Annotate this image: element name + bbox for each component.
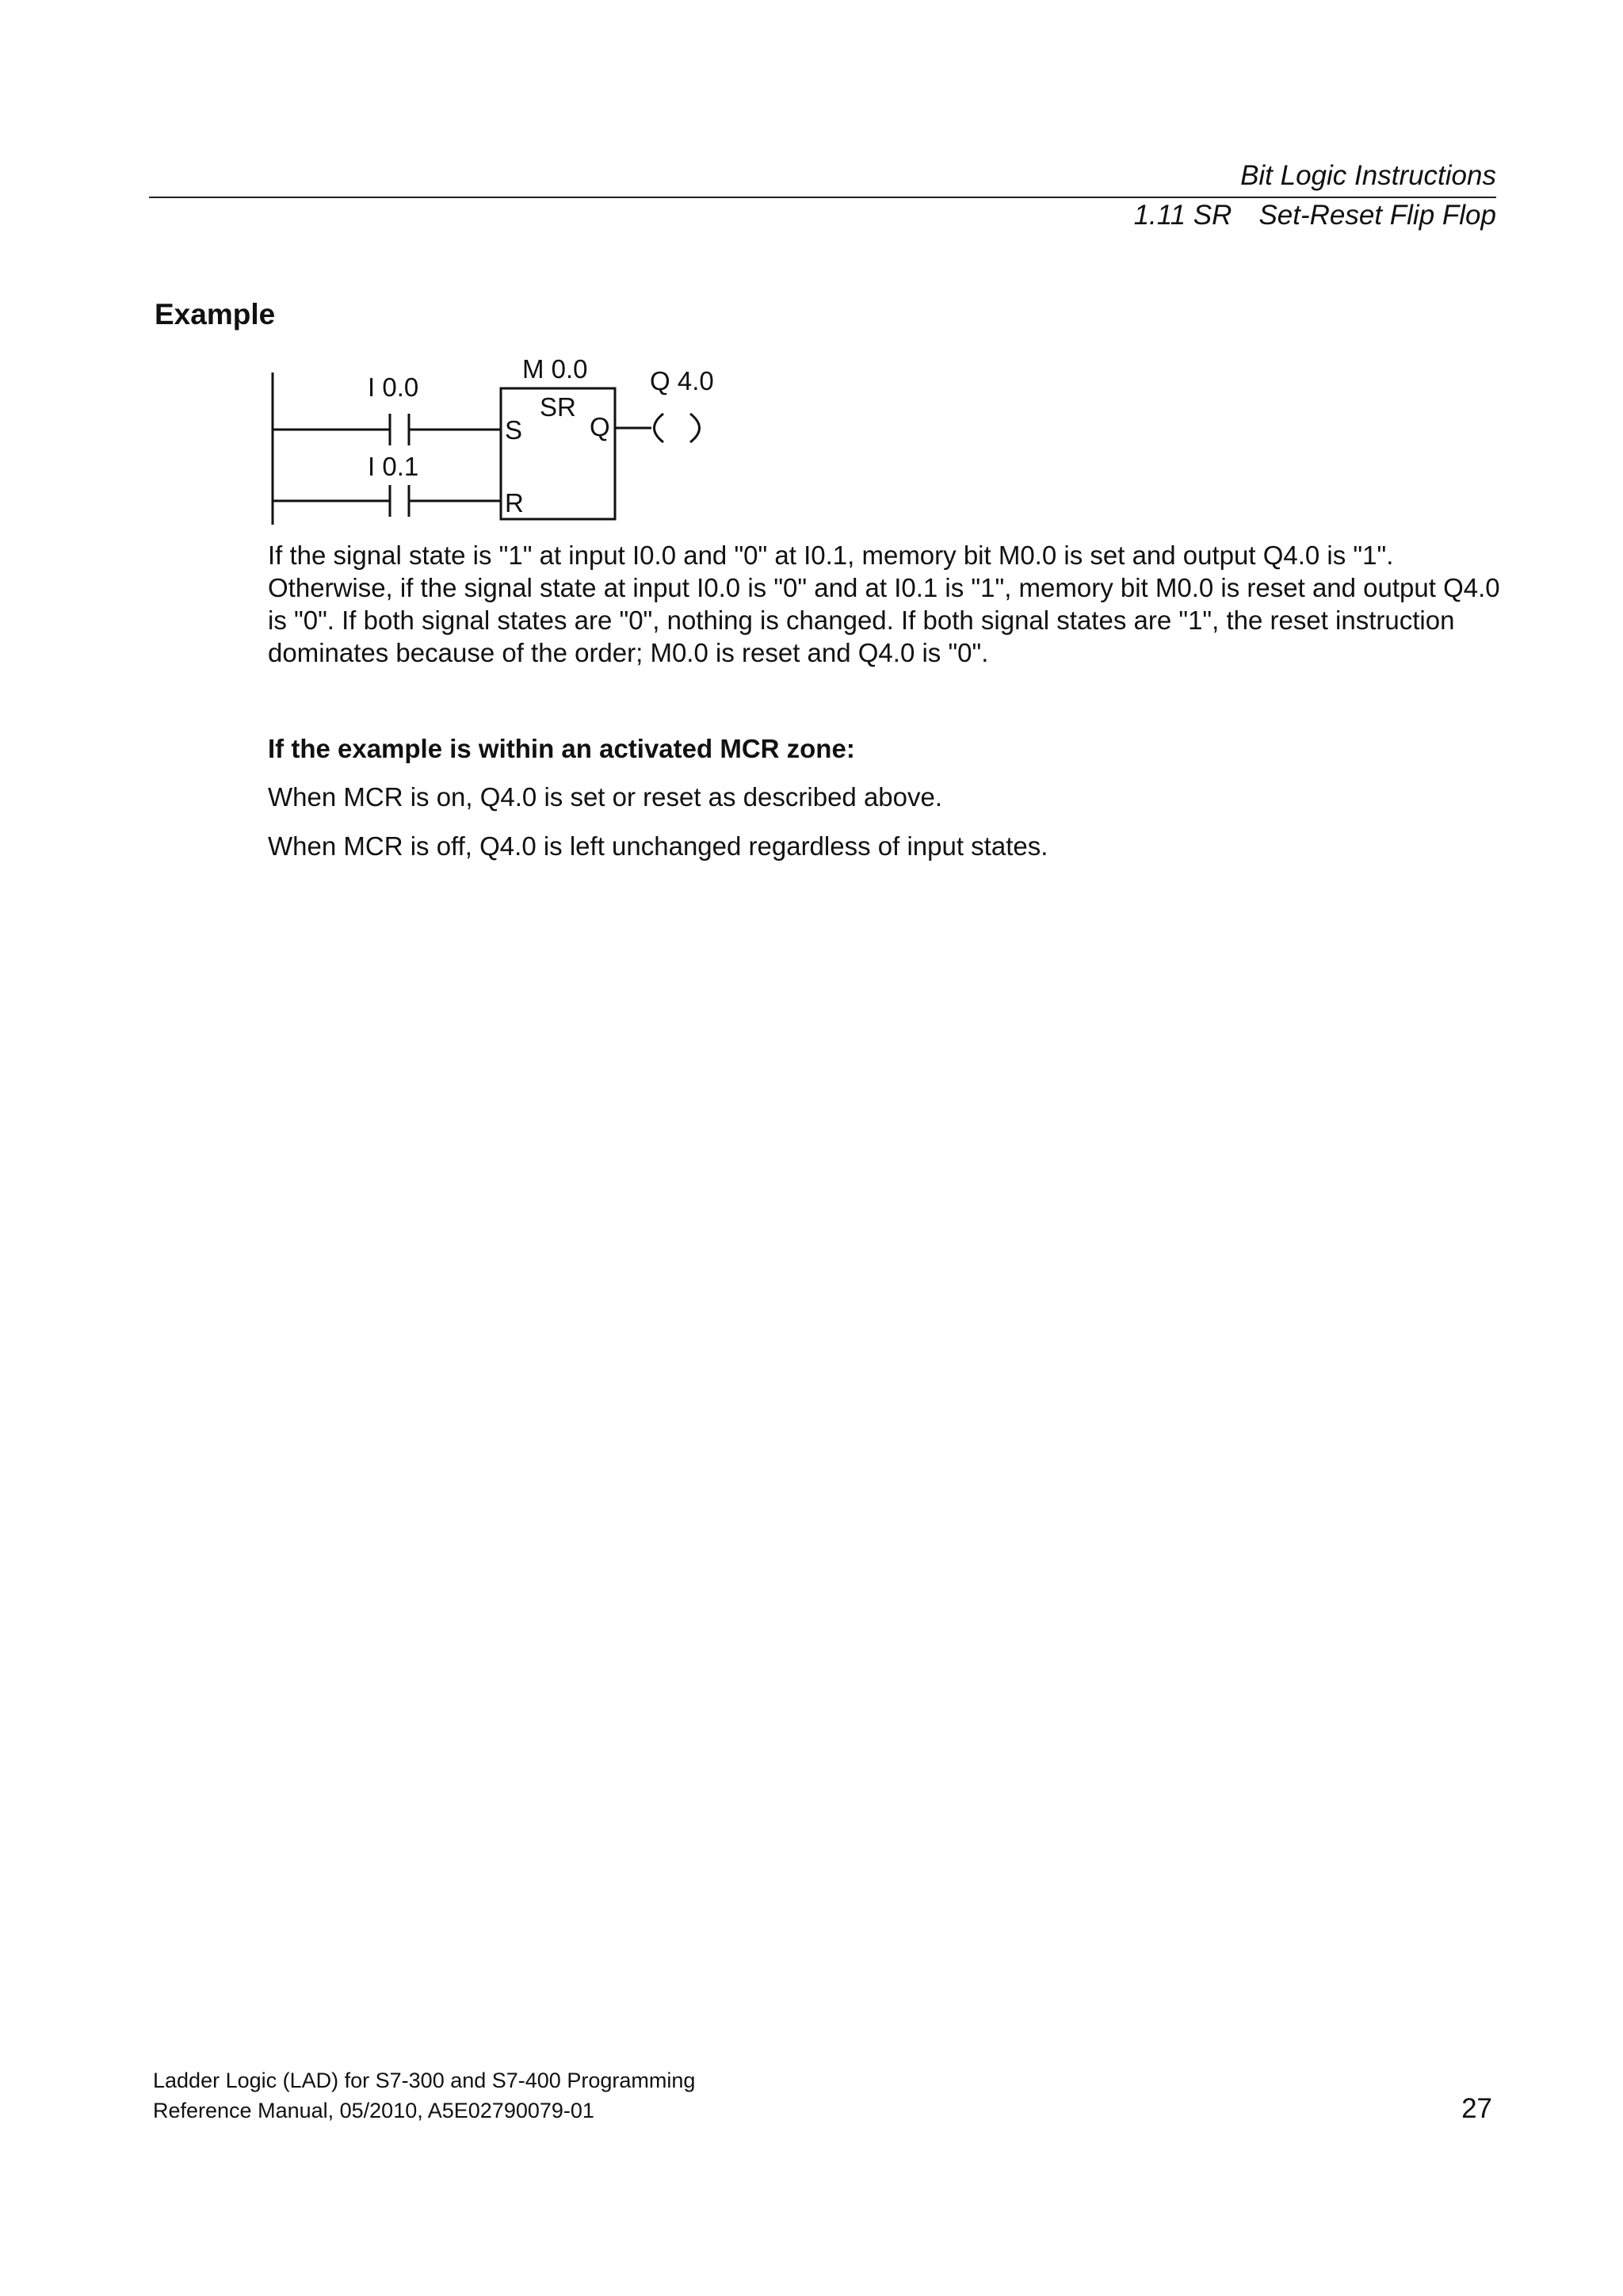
mcr-heading: If the example is within an activated MCR zone: <box>268 734 855 763</box>
contact-set-label: I 0.0 <box>368 372 419 402</box>
section-name: Set-Reset Flip Flop <box>1258 200 1496 231</box>
coil-right-arc <box>690 414 700 442</box>
header-divider <box>149 197 1496 198</box>
page-number: 27 <box>1461 2093 1492 2124</box>
contact-reset-label: I 0.1 <box>368 452 419 481</box>
example-heading: Example <box>155 298 276 330</box>
footer-manual-edition: Reference Manual, 05/2010, A5E02790079-01 <box>153 2099 594 2122</box>
section-number: 1.11 SR <box>1133 200 1232 231</box>
mcr-off-text: When MCR is off, Q4.0 is left unchanged regardless of input states. <box>268 831 1048 861</box>
ladder-diagram <box>262 349 737 531</box>
footer-manual-title: Ladder Logic (LAD) for S7-300 and S7-400 Programming <box>153 2069 696 2092</box>
coil-left-arc <box>655 414 664 442</box>
example-description: If the signal state is "1" at input I0.0 and "0" at I0.1, memory bit M0.0 is set and output Q4.0 is "1". Otherwise, if the signal state at input I0.0 is "0" and at I0.1 is "1", memory bit M0.0 is reset and output Q4.0 is "0". If both signal states are "0", nothing is changed. If both signal states are "1", the reset instruction dominates because of the order; M0.0 is reset and Q4.0 is "0". <box>268 541 1500 667</box>
running-header-title: Bit Logic Instructions <box>1240 160 1496 191</box>
pin-r: R <box>505 488 524 518</box>
memory-label: M 0.0 <box>522 354 588 384</box>
coil-label: Q 4.0 <box>650 366 714 395</box>
running-header-section <box>1134 200 1496 231</box>
pin-s: S <box>505 415 523 445</box>
pin-q: Q <box>590 412 610 441</box>
mcr-on-text: When MCR is on, Q4.0 is set or reset as described above. <box>268 782 943 812</box>
sr-box-type: SR <box>540 392 576 422</box>
